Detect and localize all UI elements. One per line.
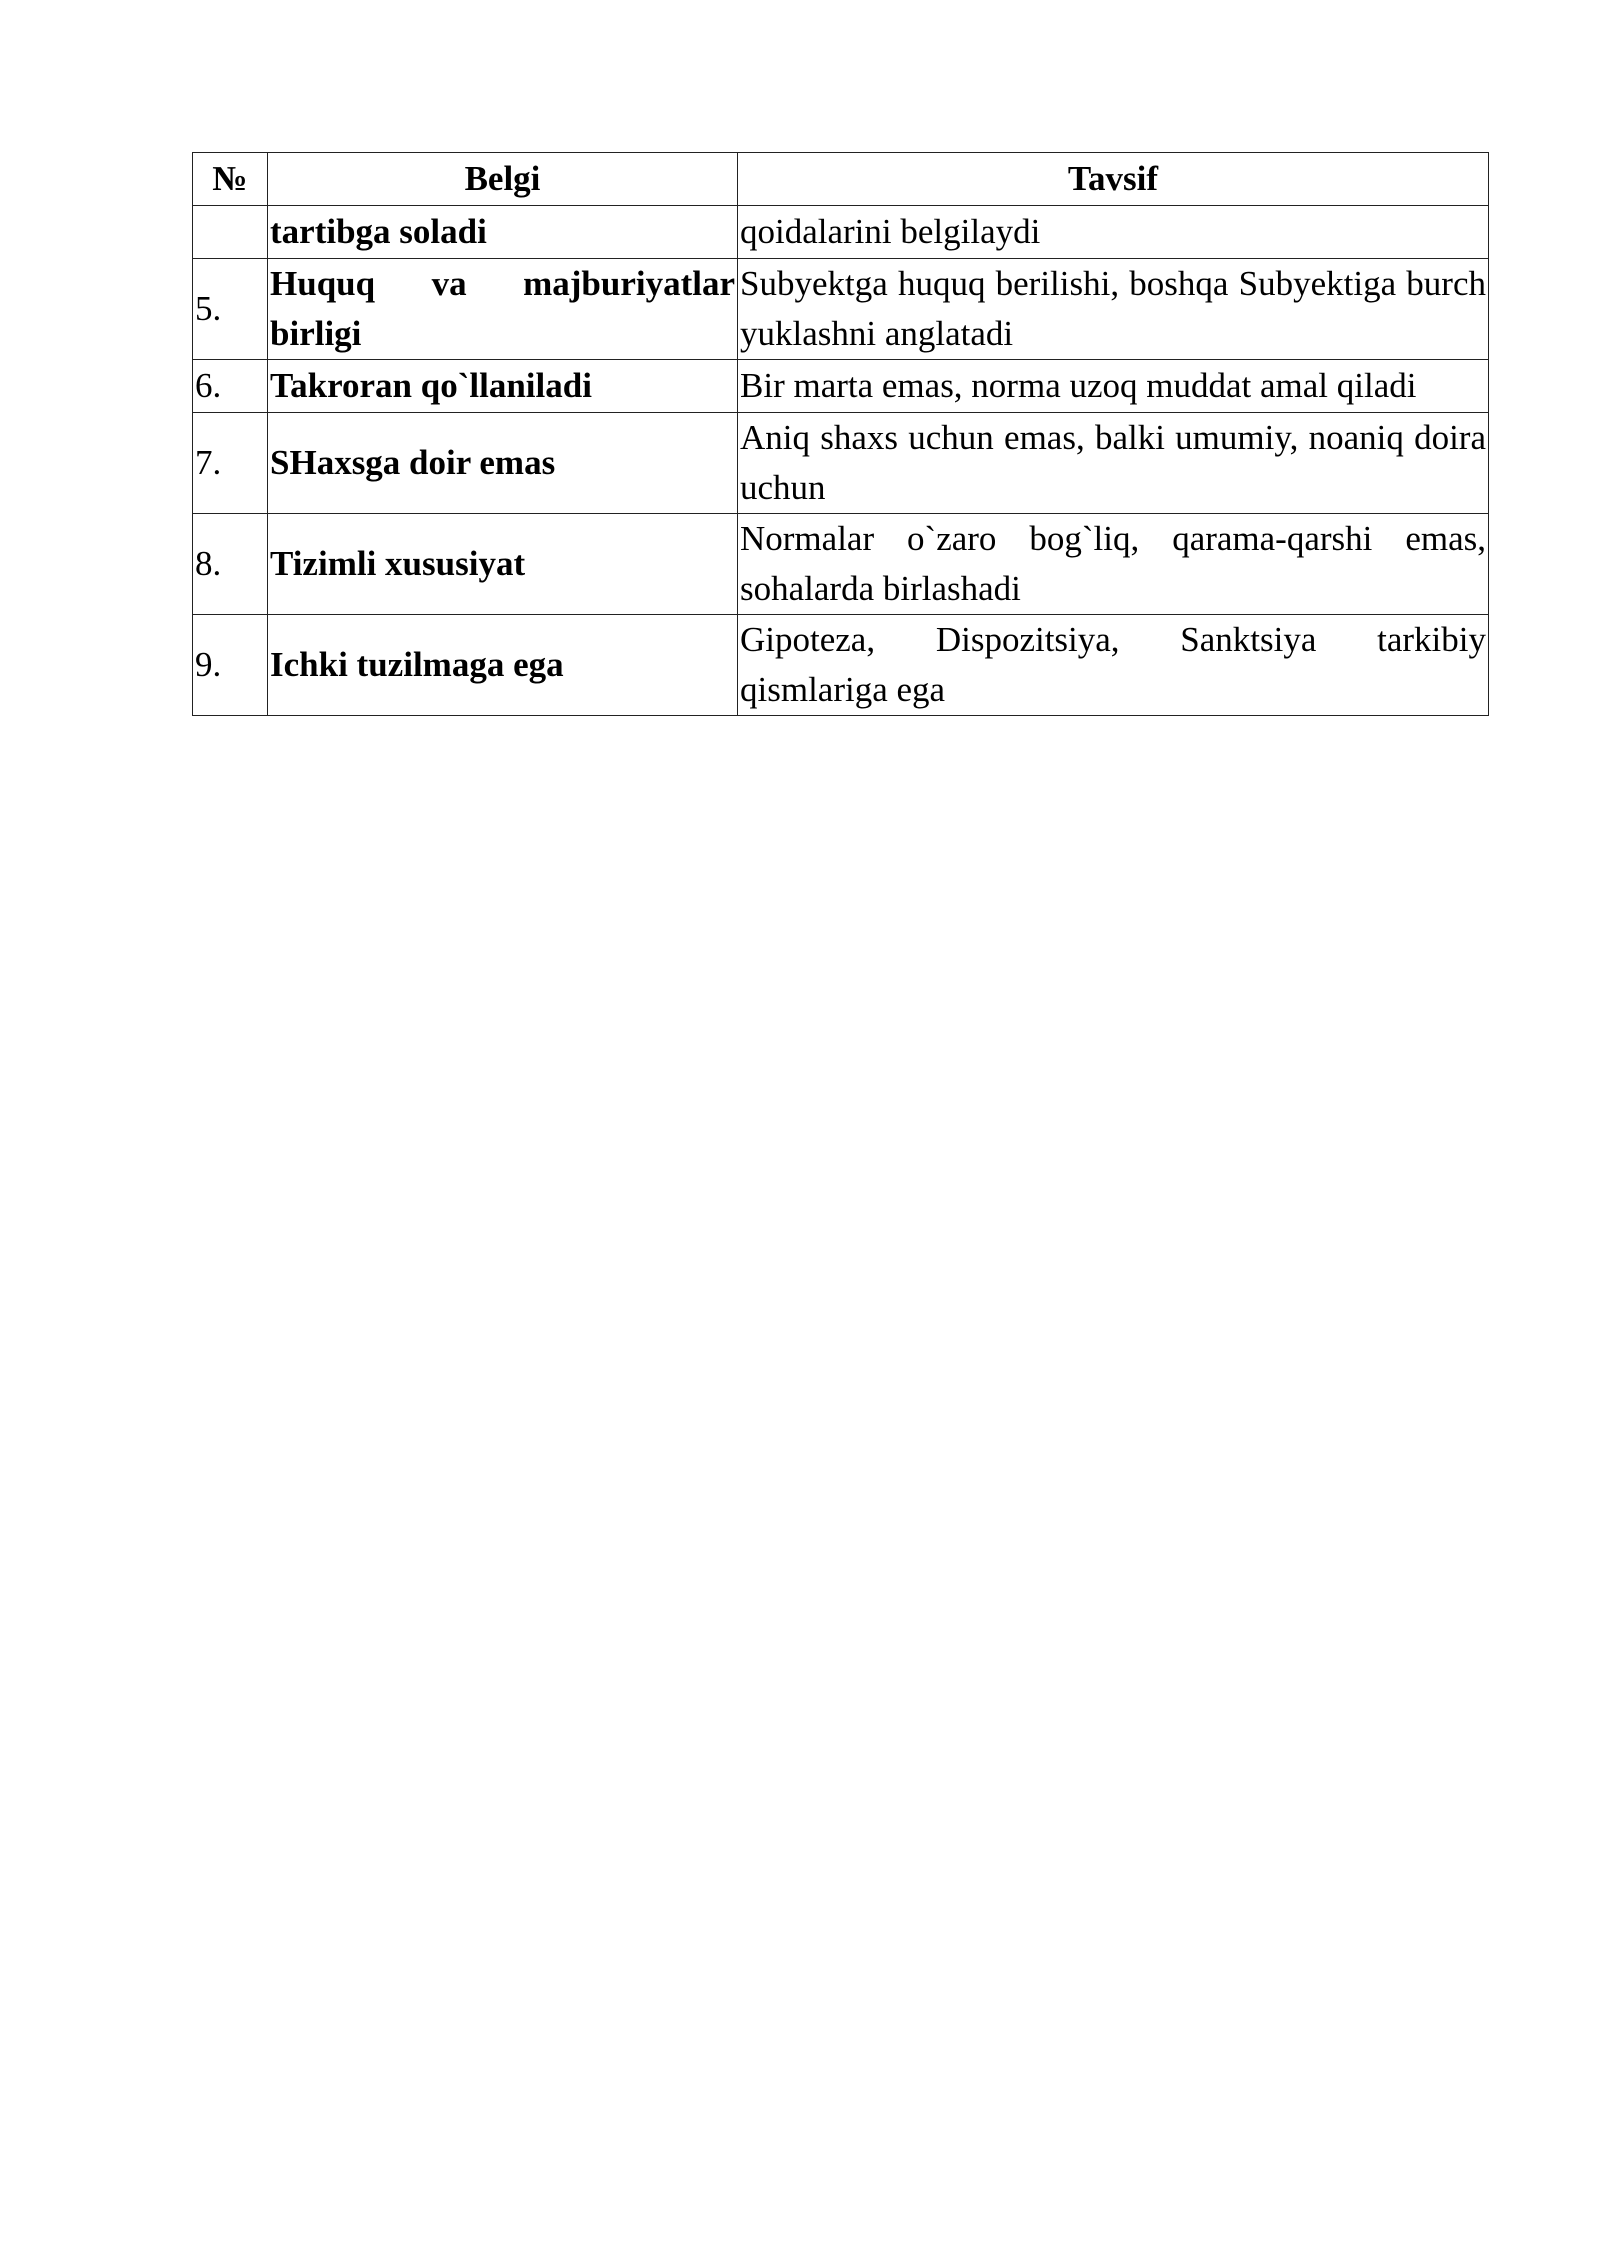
table-row (193, 206, 1489, 259)
row-description: Subyektga huquq berilishi, boshqa Subyektiga burch yuklashni anglatadi (738, 259, 1489, 360)
table-row (193, 259, 1489, 360)
row-sign: SHaxsga doir emas (268, 413, 738, 514)
row-number: 6. (193, 360, 268, 413)
row-sign: tartibga soladi (268, 206, 738, 259)
row-description: Bir marta emas, norma uzoq muddat amal qiladi (738, 360, 1489, 413)
row-sign: Huquq va majburiyatlar birligi (268, 259, 738, 360)
table-row (193, 615, 1489, 716)
table-row (193, 514, 1489, 615)
row-description: Aniq shaxs uchun emas, balki umumiy, noaniq doira uchun (738, 413, 1489, 514)
row-description: Gipoteza, Dispozitsiya, Sanktsiya tarkibiy qismlariga ega (738, 615, 1489, 716)
features-table (192, 152, 1489, 716)
table-row (193, 413, 1489, 514)
row-sign: Takroran qo`llaniladi (268, 360, 738, 413)
row-number (193, 206, 268, 259)
row-number: 8. (193, 514, 268, 615)
row-sign: Ichki tuzilmaga ega (268, 615, 738, 716)
row-number: 9. (193, 615, 268, 716)
row-sign: Tizimli xususiyat (268, 514, 738, 615)
header-number: № (193, 153, 268, 206)
row-description: qoidalarini belgilaydi (738, 206, 1489, 259)
header-sign: Belgi (268, 153, 738, 206)
header-description: Tavsif (738, 153, 1489, 206)
row-number: 5. (193, 259, 268, 360)
table-row (193, 360, 1489, 413)
row-number: 7. (193, 413, 268, 514)
row-description: Normalar o`zaro bog`liq, qarama-qarshi emas, sohalarda birlashadi (738, 514, 1489, 615)
table-header-row (193, 153, 1489, 206)
